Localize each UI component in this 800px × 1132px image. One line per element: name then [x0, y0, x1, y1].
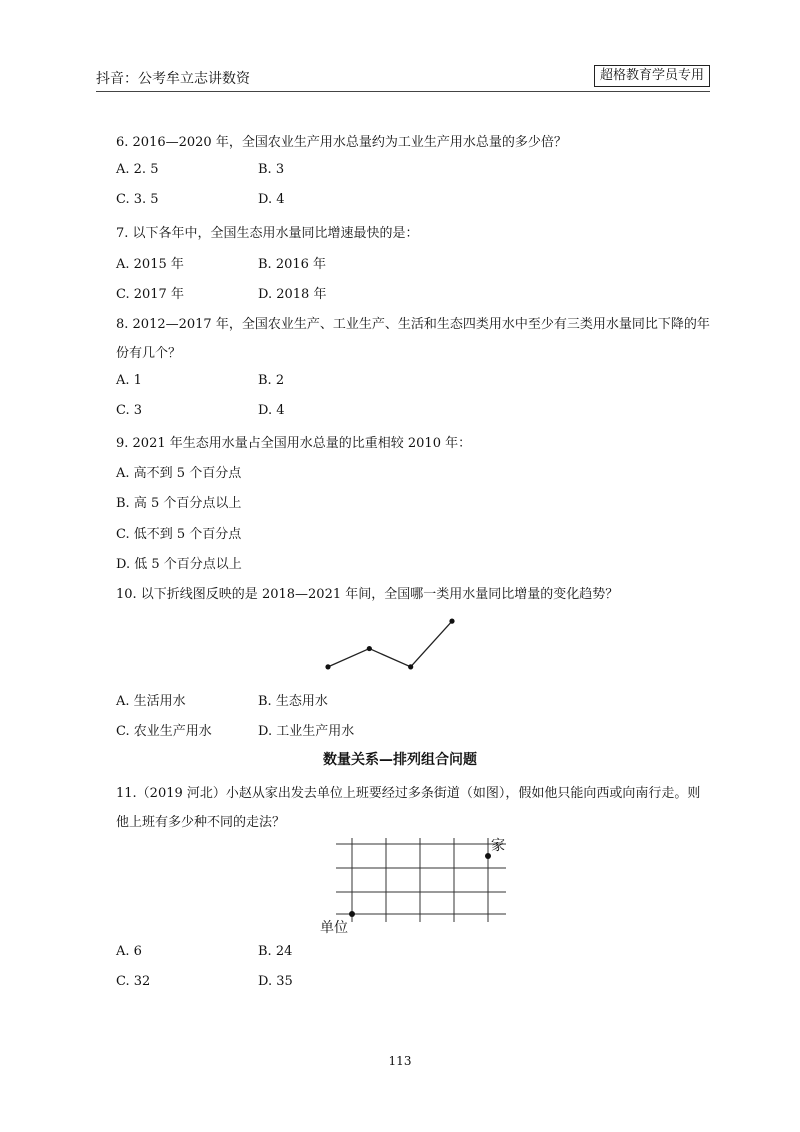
home-label: 家	[491, 838, 505, 854]
trend-line-chart	[300, 600, 500, 690]
question-8-stem-line1: 8. 2012—2017 年，全国农业生产、工业生产、生活和生态四类用水中至少有三类用水量同比下降的年	[116, 317, 710, 332]
q9-option-c: C. 低不到 5 个百分点	[116, 527, 242, 542]
trend-series-line	[328, 621, 452, 667]
q6-option-d: D. 4	[258, 192, 285, 207]
q10-option-b: B. 生态用水	[258, 694, 328, 709]
question-6-stem: 6. 2016—2020 年，全国农业生产用水总量约为工业生产用水总量的多少倍？	[116, 135, 567, 150]
page-number: 113	[388, 1054, 412, 1068]
question-7-stem: 7. 以下各年中，全国生态用水量同比增速最快的是：	[116, 226, 419, 241]
q8-option-b: B. 2	[258, 373, 285, 388]
office-label: 单位	[320, 920, 348, 936]
street-grid-diagram	[316, 834, 516, 938]
trend-point-2020	[408, 664, 413, 669]
trend-point-2021	[449, 619, 454, 624]
question-10-stem: 10. 以下折线图反映的是 2018—2021 年间，全国哪一类用水量同比增量的变化趋势？	[116, 587, 619, 602]
q11-option-d: D. 35	[258, 974, 293, 989]
q11-option-c: C. 32	[116, 974, 151, 989]
question-11-stem-line1: 11.（2019 河北）小赵从家出发去单位上班要经过多条街道（如图），假如他只能向西或向南行走。则	[116, 786, 701, 801]
trend-point-2018	[325, 664, 330, 669]
header-source: 抖音：公考牟立志讲数资	[96, 71, 250, 87]
q9-option-b: B. 高 5 个百分点以上	[116, 496, 242, 511]
question-9-stem: 9. 2021 年生态用水量占全国用水总量的比重相较 2010 年：	[116, 436, 472, 451]
q6-option-b: B. 3	[258, 162, 285, 177]
q7-option-d: D. 2018 年	[258, 287, 327, 302]
q7-option-a: A. 2015 年	[116, 257, 184, 272]
q7-option-b: B. 2016 年	[258, 257, 327, 272]
header-divider	[96, 91, 710, 92]
q6-option-c: C. 3. 5	[116, 192, 159, 207]
q10-option-d: D. 工业生产用水	[258, 724, 355, 739]
office-point	[349, 911, 355, 917]
q10-option-a: A. 生活用水	[116, 694, 186, 709]
q9-option-d: D. 低 5 个百分点以上	[116, 557, 242, 572]
question-8-stem-line2: 份有几个？	[116, 346, 182, 361]
q8-option-a: A. 1	[116, 373, 142, 388]
question-11-stem-line2: 他上班有多少种不同的走法？	[116, 815, 286, 830]
q11-option-b: B. 24	[258, 944, 293, 959]
trend-point-2019	[367, 646, 372, 651]
header-badge: 超格教育学员专用	[594, 65, 710, 87]
q8-option-d: D. 4	[258, 403, 285, 418]
q9-option-a: A. 高不到 5 个百分点	[116, 466, 242, 481]
q6-option-a: A. 2. 5	[116, 162, 159, 177]
section-title: 数量关系—排列组合问题	[323, 752, 477, 768]
q7-option-c: C. 2017 年	[116, 287, 184, 302]
q10-option-c: C. 农业生产用水	[116, 724, 212, 739]
q8-option-c: C. 3	[116, 403, 143, 418]
q11-option-a: A. 6	[116, 944, 142, 959]
